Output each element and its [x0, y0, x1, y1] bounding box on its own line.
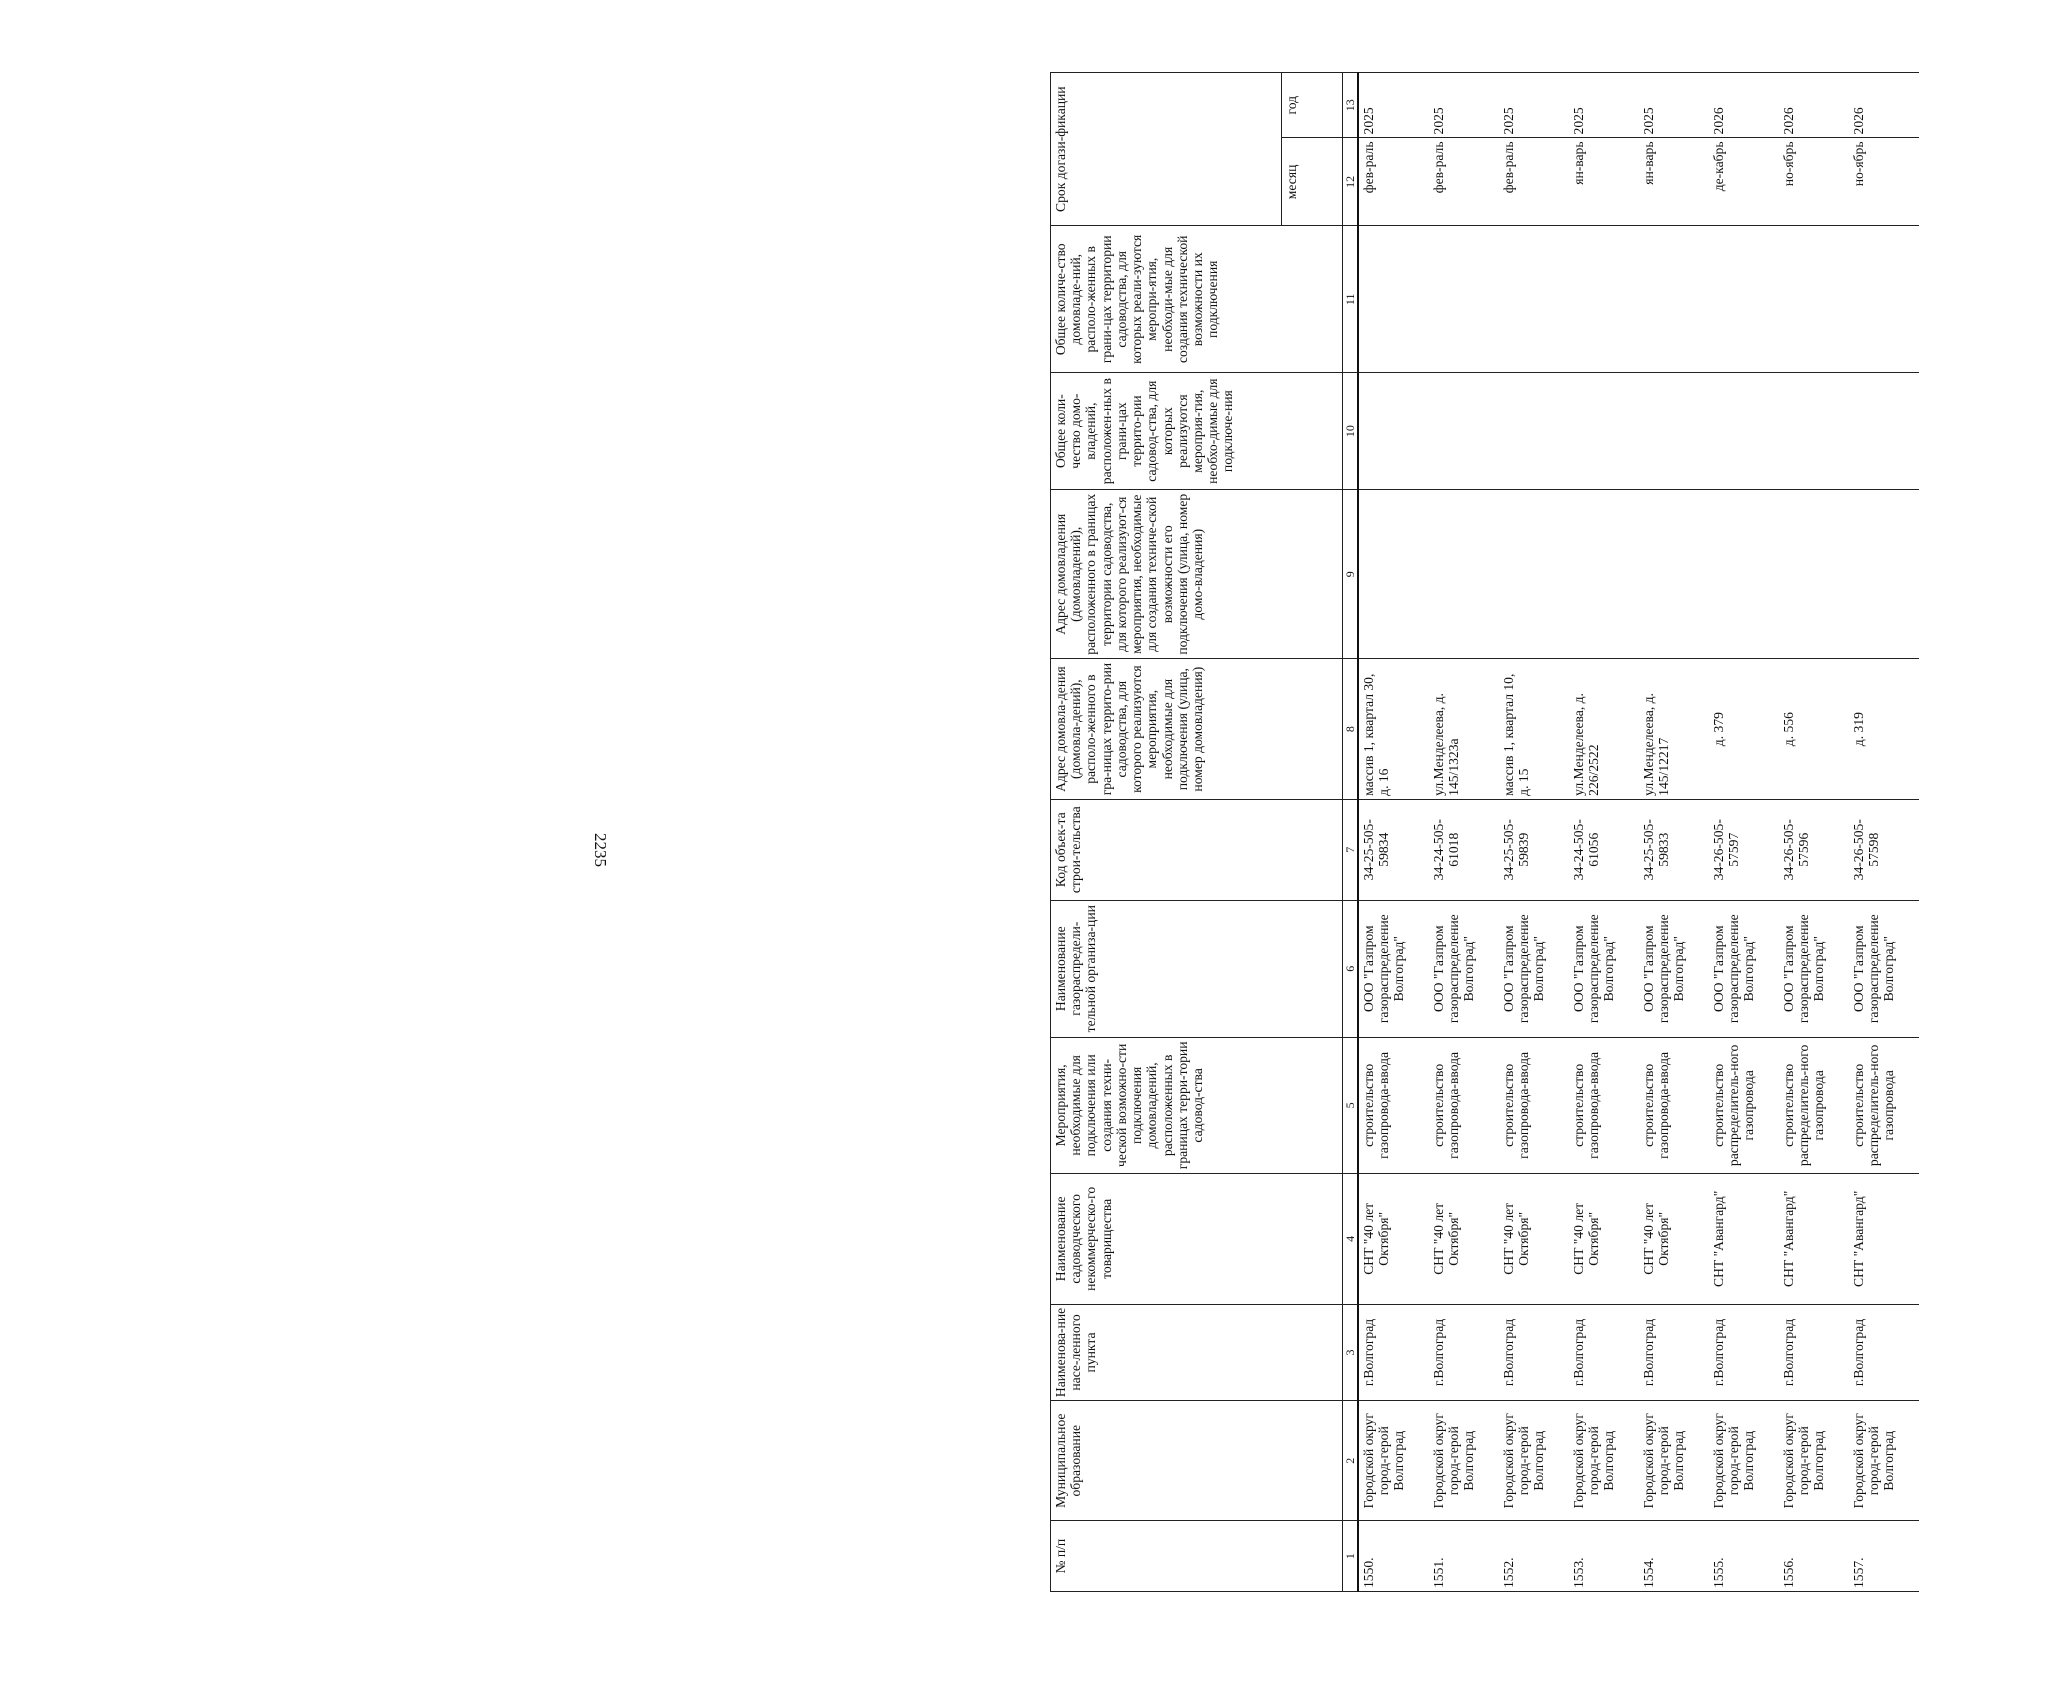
gas-organization-cell: ООО "Газпром газораспределение Волгоград": [1499, 900, 1569, 1037]
measure-cell: строительство газопровода-ввода: [1569, 1037, 1639, 1173]
header-cell: № п/п: [1051, 1521, 1343, 1592]
tech-address-cell: [1779, 490, 1849, 659]
gas-organization-cell: ООО "Газпром газораспределение Волгоград": [1639, 900, 1709, 1037]
total-connection-cell: [1358, 373, 1429, 490]
settlement-cell: г.Волгоград: [1709, 1304, 1779, 1400]
row-number-cell: 1556.: [1779, 1521, 1849, 1592]
column-number: 9: [1343, 490, 1359, 659]
municipality-cell: Городской округ город-герой Волгоград: [1499, 1401, 1569, 1521]
settlement-cell: г.Волгоград: [1358, 1304, 1429, 1400]
garden-partnership-cell: СНТ "40 лет Октября": [1499, 1173, 1569, 1304]
tech-address-cell: [1639, 490, 1709, 659]
measure-cell: строительство газопровода-ввода: [1639, 1037, 1709, 1173]
row-number-cell: 1553.: [1569, 1521, 1639, 1592]
object-code-cell: 34-25-505-59839: [1499, 799, 1569, 900]
gasification-table: [1050, 72, 1919, 1592]
year-cell: 2025: [1429, 73, 1499, 138]
measure-cell: строительство газопровода-ввода: [1499, 1037, 1569, 1173]
object-code-cell: 34-25-505-59833: [1639, 799, 1709, 900]
object-code-cell: 34-26-505-57598: [1849, 799, 1919, 900]
settlement-cell: г.Волгоград: [1849, 1304, 1919, 1400]
total-connection-cell: [1849, 373, 1919, 490]
column-number: 2: [1343, 1401, 1359, 1521]
column-number: 7: [1343, 799, 1359, 900]
total-tech-cell: [1849, 226, 1919, 373]
tech-address-cell: [1358, 490, 1429, 659]
table-row: [1709, 73, 1779, 1592]
object-code-cell: 34-24-505-61056: [1569, 799, 1639, 900]
object-code-cell: 34-26-505-57596: [1779, 799, 1849, 900]
connection-address-cell: д. 319: [1849, 659, 1919, 799]
measure-cell: строительство газопровода-ввода: [1358, 1037, 1429, 1173]
gas-organization-cell: ООО "Газпром газораспределение Волгоград": [1569, 900, 1639, 1037]
total-tech-cell: [1639, 226, 1709, 373]
garden-partnership-cell: СНТ "40 лет Октября": [1639, 1173, 1709, 1304]
row-number-cell: 1552.: [1499, 1521, 1569, 1592]
settlement-cell: г.Волгоград: [1499, 1304, 1569, 1400]
month-cell: ян-варь: [1569, 138, 1639, 226]
settlement-cell: г.Волгоград: [1429, 1304, 1499, 1400]
garden-partnership-cell: СНТ "Авангард": [1849, 1173, 1919, 1304]
municipality-cell: Городской округ город-герой Волгоград: [1569, 1401, 1639, 1521]
municipality-cell: Городской округ город-герой Волгоград: [1639, 1401, 1709, 1521]
garden-partnership-cell: СНТ "40 лет Октября": [1569, 1173, 1639, 1304]
header-cell: Мероприятия, необходимые для подключения или создания техни-ческой возможно-сти подключения домовладений, расположенных в границах терри-тории садовод-ства: [1051, 1037, 1343, 1173]
header-cell: Адрес домовла-дения (домовла-дений), располо-женного в гра-ницах террито-рии садоводства, для которого реализуются мероприятия, необходимые для подключения (улица, номер домовладения): [1051, 659, 1343, 799]
total-tech-cell: [1569, 226, 1639, 373]
measure-cell: строительство распределитель-ного газопровода: [1849, 1037, 1919, 1173]
municipality-cell: Городской округ город-герой Волгоград: [1358, 1401, 1429, 1521]
column-number: 13: [1343, 73, 1359, 138]
object-code-cell: 34-26-505-57597: [1709, 799, 1779, 900]
tech-address-cell: [1849, 490, 1919, 659]
total-tech-cell: [1499, 226, 1569, 373]
column-number: 1: [1343, 1521, 1359, 1592]
header-cell: Наименование газораспредели-тельной организа-ции: [1051, 900, 1343, 1037]
table-row: [1358, 73, 1429, 1592]
column-number: 10: [1343, 373, 1359, 490]
header-cell: Общее коли-чество домо-владений, расположен-ных в грани-цах террито-рии садовод-ства, для которых реализуются мероприя-тия, необхо-димые для подключе-ния: [1051, 373, 1343, 490]
object-code-cell: 34-24-505-61018: [1429, 799, 1499, 900]
page-number: 2235: [591, 833, 610, 867]
month-cell: но-ябрь: [1849, 138, 1919, 226]
garden-partnership-cell: СНТ "40 лет Октября": [1358, 1173, 1429, 1304]
measure-cell: строительство распределитель-ного газопровода: [1779, 1037, 1849, 1173]
year-cell: 2025: [1358, 73, 1429, 138]
municipality-cell: Городской округ город-герой Волгоград: [1709, 1401, 1779, 1521]
gas-organization-cell: ООО "Газпром газораспределение Волгоград": [1779, 900, 1849, 1037]
municipality-cell: Городской округ город-герой Волгоград: [1429, 1401, 1499, 1521]
month-cell: фев-раль: [1358, 138, 1429, 226]
total-tech-cell: [1709, 226, 1779, 373]
column-number: 6: [1343, 900, 1359, 1037]
month-cell: ян-варь: [1639, 138, 1709, 226]
total-connection-cell: [1429, 373, 1499, 490]
table-row: [1779, 73, 1849, 1592]
column-number: 12: [1343, 138, 1359, 226]
connection-address-cell: д. 556: [1779, 659, 1849, 799]
connection-address-cell: массив 1, квартал 30, д. 16: [1358, 659, 1429, 799]
total-connection-cell: [1709, 373, 1779, 490]
settlement-cell: г.Волгоград: [1639, 1304, 1709, 1400]
year-cell: 2026: [1849, 73, 1919, 138]
row-number-cell: 1554.: [1639, 1521, 1709, 1592]
year-cell: 2025: [1639, 73, 1709, 138]
tech-address-cell: [1569, 490, 1639, 659]
connection-address-cell: ул.Менделеева, д. 145/1323а: [1429, 659, 1499, 799]
gas-organization-cell: ООО "Газпром газораспределение Волгоград": [1429, 900, 1499, 1037]
table-row: [1849, 73, 1919, 1592]
header-cell: Муниципальное образование: [1051, 1401, 1343, 1521]
header-row: [1051, 73, 1282, 1592]
header-cell: Код объек-та строи-тельства: [1051, 799, 1343, 900]
rotated-table-container: [1050, 72, 2070, 1592]
subheader-month: месяц: [1282, 138, 1343, 226]
row-number-cell: 1557.: [1849, 1521, 1919, 1592]
garden-partnership-cell: СНТ "Авангард": [1709, 1173, 1779, 1304]
header-cell: Наименова-ние насе-ленного пункта: [1051, 1304, 1343, 1400]
table-row: [1569, 73, 1639, 1592]
year-cell: 2026: [1779, 73, 1849, 138]
total-tech-cell: [1429, 226, 1499, 373]
header-cell: Наименование садоводческого некоммерческо-го товарищества: [1051, 1173, 1343, 1304]
header-cell: Общее количе-ство домовладе-ний, располо-женных в грани-цах территории садоводства, для которых реали-зуются меропри-ятия, необходи-мые для создания технической возможности их подключения: [1051, 226, 1343, 373]
month-cell: фев-раль: [1429, 138, 1499, 226]
gas-organization-cell: ООО "Газпром газораспределение Волгоград": [1849, 900, 1919, 1037]
garden-partnership-cell: СНТ "40 лет Октября": [1429, 1173, 1499, 1304]
tech-address-cell: [1429, 490, 1499, 659]
tech-address-cell: [1499, 490, 1569, 659]
header-cell-deadline: Срок догази-фикации: [1051, 73, 1282, 226]
year-cell: 2025: [1499, 73, 1569, 138]
total-connection-cell: [1639, 373, 1709, 490]
measure-cell: строительство газопровода-ввода: [1429, 1037, 1499, 1173]
measure-cell: строительство распределитель-ного газопровода: [1709, 1037, 1779, 1173]
municipality-cell: Городской округ город-герой Волгоград: [1779, 1401, 1849, 1521]
connection-address-cell: ул.Менделеева, д. 226/2522: [1569, 659, 1639, 799]
settlement-cell: г.Волгоград: [1569, 1304, 1639, 1400]
column-number-row: [1343, 73, 1359, 1592]
total-tech-cell: [1779, 226, 1849, 373]
column-number: 11: [1343, 226, 1359, 373]
gas-organization-cell: ООО "Газпром газораспределение Волгоград": [1709, 900, 1779, 1037]
total-connection-cell: [1569, 373, 1639, 490]
table-row: [1499, 73, 1569, 1592]
year-cell: 2026: [1709, 73, 1779, 138]
column-number: 8: [1343, 659, 1359, 799]
garden-partnership-cell: СНТ "Авангард": [1779, 1173, 1849, 1304]
table-row: [1429, 73, 1499, 1592]
object-code-cell: 34-25-505-59834: [1358, 799, 1429, 900]
municipality-cell: Городской округ город-герой Волгоград: [1849, 1401, 1919, 1521]
total-tech-cell: [1358, 226, 1429, 373]
connection-address-cell: массив 1, квартал 10, д. 15: [1499, 659, 1569, 799]
column-number: 3: [1343, 1304, 1359, 1400]
header-cell: Адрес домовладения (домовладений), расположенного в границах территории садоводства, для которого реализуют-ся мероприятия, необходимые для создания техниче-ской возможности его подключения (улица, номер домо-владения): [1051, 490, 1343, 659]
row-number-cell: 1550.: [1358, 1521, 1429, 1592]
tech-address-cell: [1709, 490, 1779, 659]
settlement-cell: г.Волгоград: [1779, 1304, 1849, 1400]
total-connection-cell: [1779, 373, 1849, 490]
table-row: [1639, 73, 1709, 1592]
connection-address-cell: ул.Менделеева, д. 145/12217: [1639, 659, 1709, 799]
total-connection-cell: [1499, 373, 1569, 490]
row-number-cell: 1555.: [1709, 1521, 1779, 1592]
column-number: 4: [1343, 1173, 1359, 1304]
connection-address-cell: д. 379: [1709, 659, 1779, 799]
month-cell: но-ябрь: [1779, 138, 1849, 226]
gas-organization-cell: ООО "Газпром газораспределение Волгоград": [1358, 900, 1429, 1037]
month-cell: фев-раль: [1499, 138, 1569, 226]
subheader-year: год: [1282, 73, 1343, 138]
year-cell: 2025: [1569, 73, 1639, 138]
column-number: 5: [1343, 1037, 1359, 1173]
month-cell: де-кабрь: [1709, 138, 1779, 226]
row-number-cell: 1551.: [1429, 1521, 1499, 1592]
